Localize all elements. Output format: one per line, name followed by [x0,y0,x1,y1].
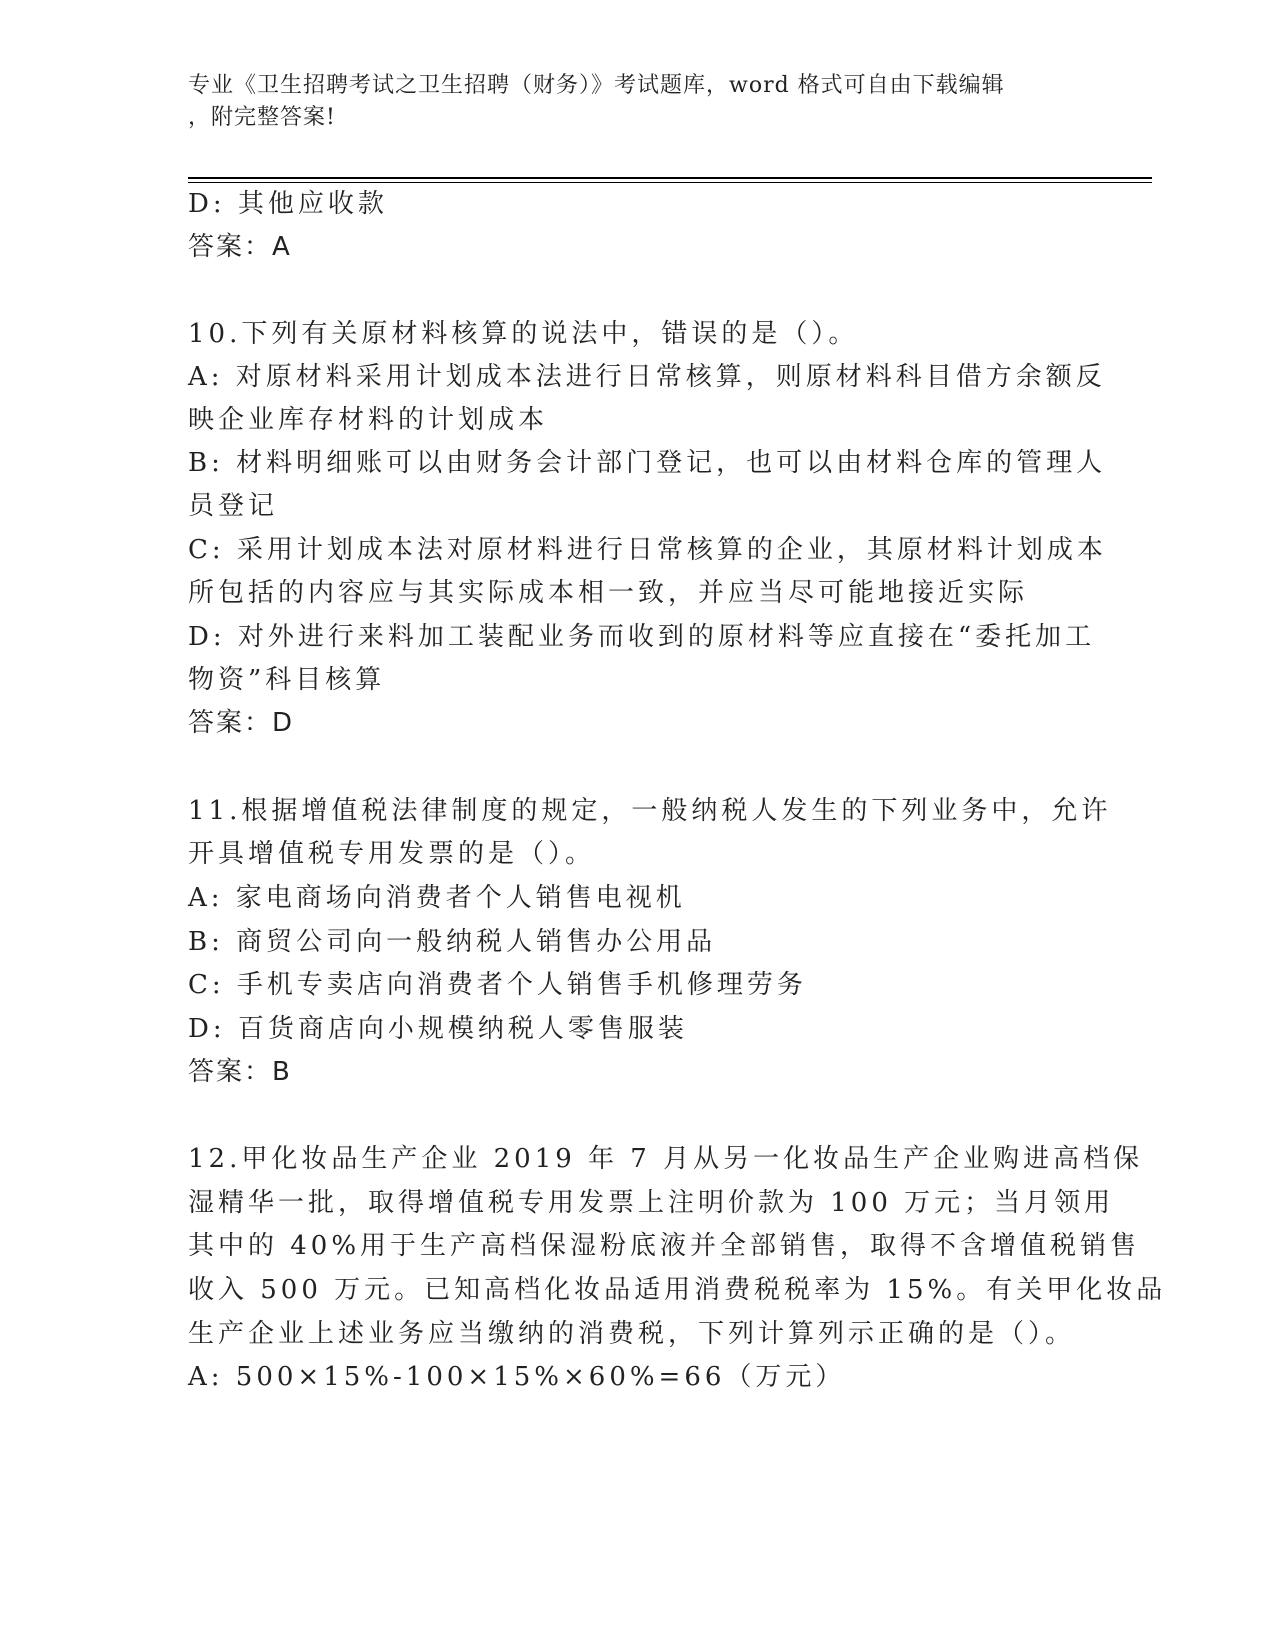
q10-option-c-line1: C: 采用计划成本法对原材料进行日常核算的企业，其原材料计划成本 [188,535,1107,565]
q12-stem-line5: 生产企业上述业务应当缴纳的消费税，下列计算列示正确的是（）。 [188,1319,1076,1349]
q10-option-d-line1: D: 对外进行来料加工装配业务而收到的原材料等应直接在“委托加工 [188,622,1096,652]
q10-option-a-line2: 映企业库存材料的计划成本 [188,405,549,435]
prev-option-d: D: 其他应收款 [188,189,388,219]
prev-answer: 答案：A [188,232,292,262]
q12-option-a: A: 500×15%-100×15%×60%=66（万元） [188,1362,846,1392]
q10-answer: 答案：D [188,708,295,738]
q10-option-d-line2: 物资”科目核算 [188,665,386,695]
q11-stem-line2: 开具增值税专用发票的是（）。 [188,839,596,869]
q12-stem-line1: 12.甲化妆品生产企业 2019 年 7 月从另一化妆品生产企业购进高档保 [188,1144,1144,1174]
q12-stem-line3: 其中的 40%用于生产高档保湿粉底液并全部销售，取得不含增值税销售 [188,1231,1141,1261]
q11-option-b: B: 商贸公司向一般纳税人销售办公用品 [188,927,717,957]
q11-answer: 答案：B [188,1057,292,1087]
q11-option-c: C: 手机专卖店向消费者个人销售手机修理劳务 [188,970,807,1000]
q12-stem-line2: 湿精华一批，取得增值税专用发票上注明价款为 100 万元；当月领用 [188,1188,1115,1218]
header-line-1: 专业《卫生招聘考试之卫生招聘（财务）》考试题库，word 格式可自由下载编辑 [188,73,1005,98]
q11-option-d: D: 百货商店向小规模纳税人零售服装 [188,1014,688,1044]
q11-stem-line1: 11.根据增值税法律制度的规定，一般纳税人发生的下列业务中，允许 [188,796,1112,826]
q10-stem: 10.下列有关原材料核算的说法中，错误的是（）。 [188,319,859,349]
q10-option-c-line2: 所包括的内容应与其实际成本相一致，并应当尽可能地接近实际 [188,578,1029,608]
q12-stem-line4: 收入 500 万元。已知高档化妆品适用消费税税率为 15%。有关甲化妆品 [188,1275,1167,1305]
q10-option-a-line1: A: 对原材料采用计划成本法进行日常核算，则原材料科目借方余额反 [188,362,1106,392]
header-line-2: ，附完整答案! [188,105,336,130]
q10-option-b-line1: B: 材料明细账可以由财务会计部门登记，也可以由材料仓库的管理人 [188,448,1107,478]
q10-option-b-line2: 员登记 [188,491,279,521]
document-header [188,70,1088,134]
q11-option-a: A: 家电商场向消费者个人销售电视机 [188,883,686,913]
header-divider-thick [188,177,1152,179]
header-divider-thin [188,182,1152,183]
